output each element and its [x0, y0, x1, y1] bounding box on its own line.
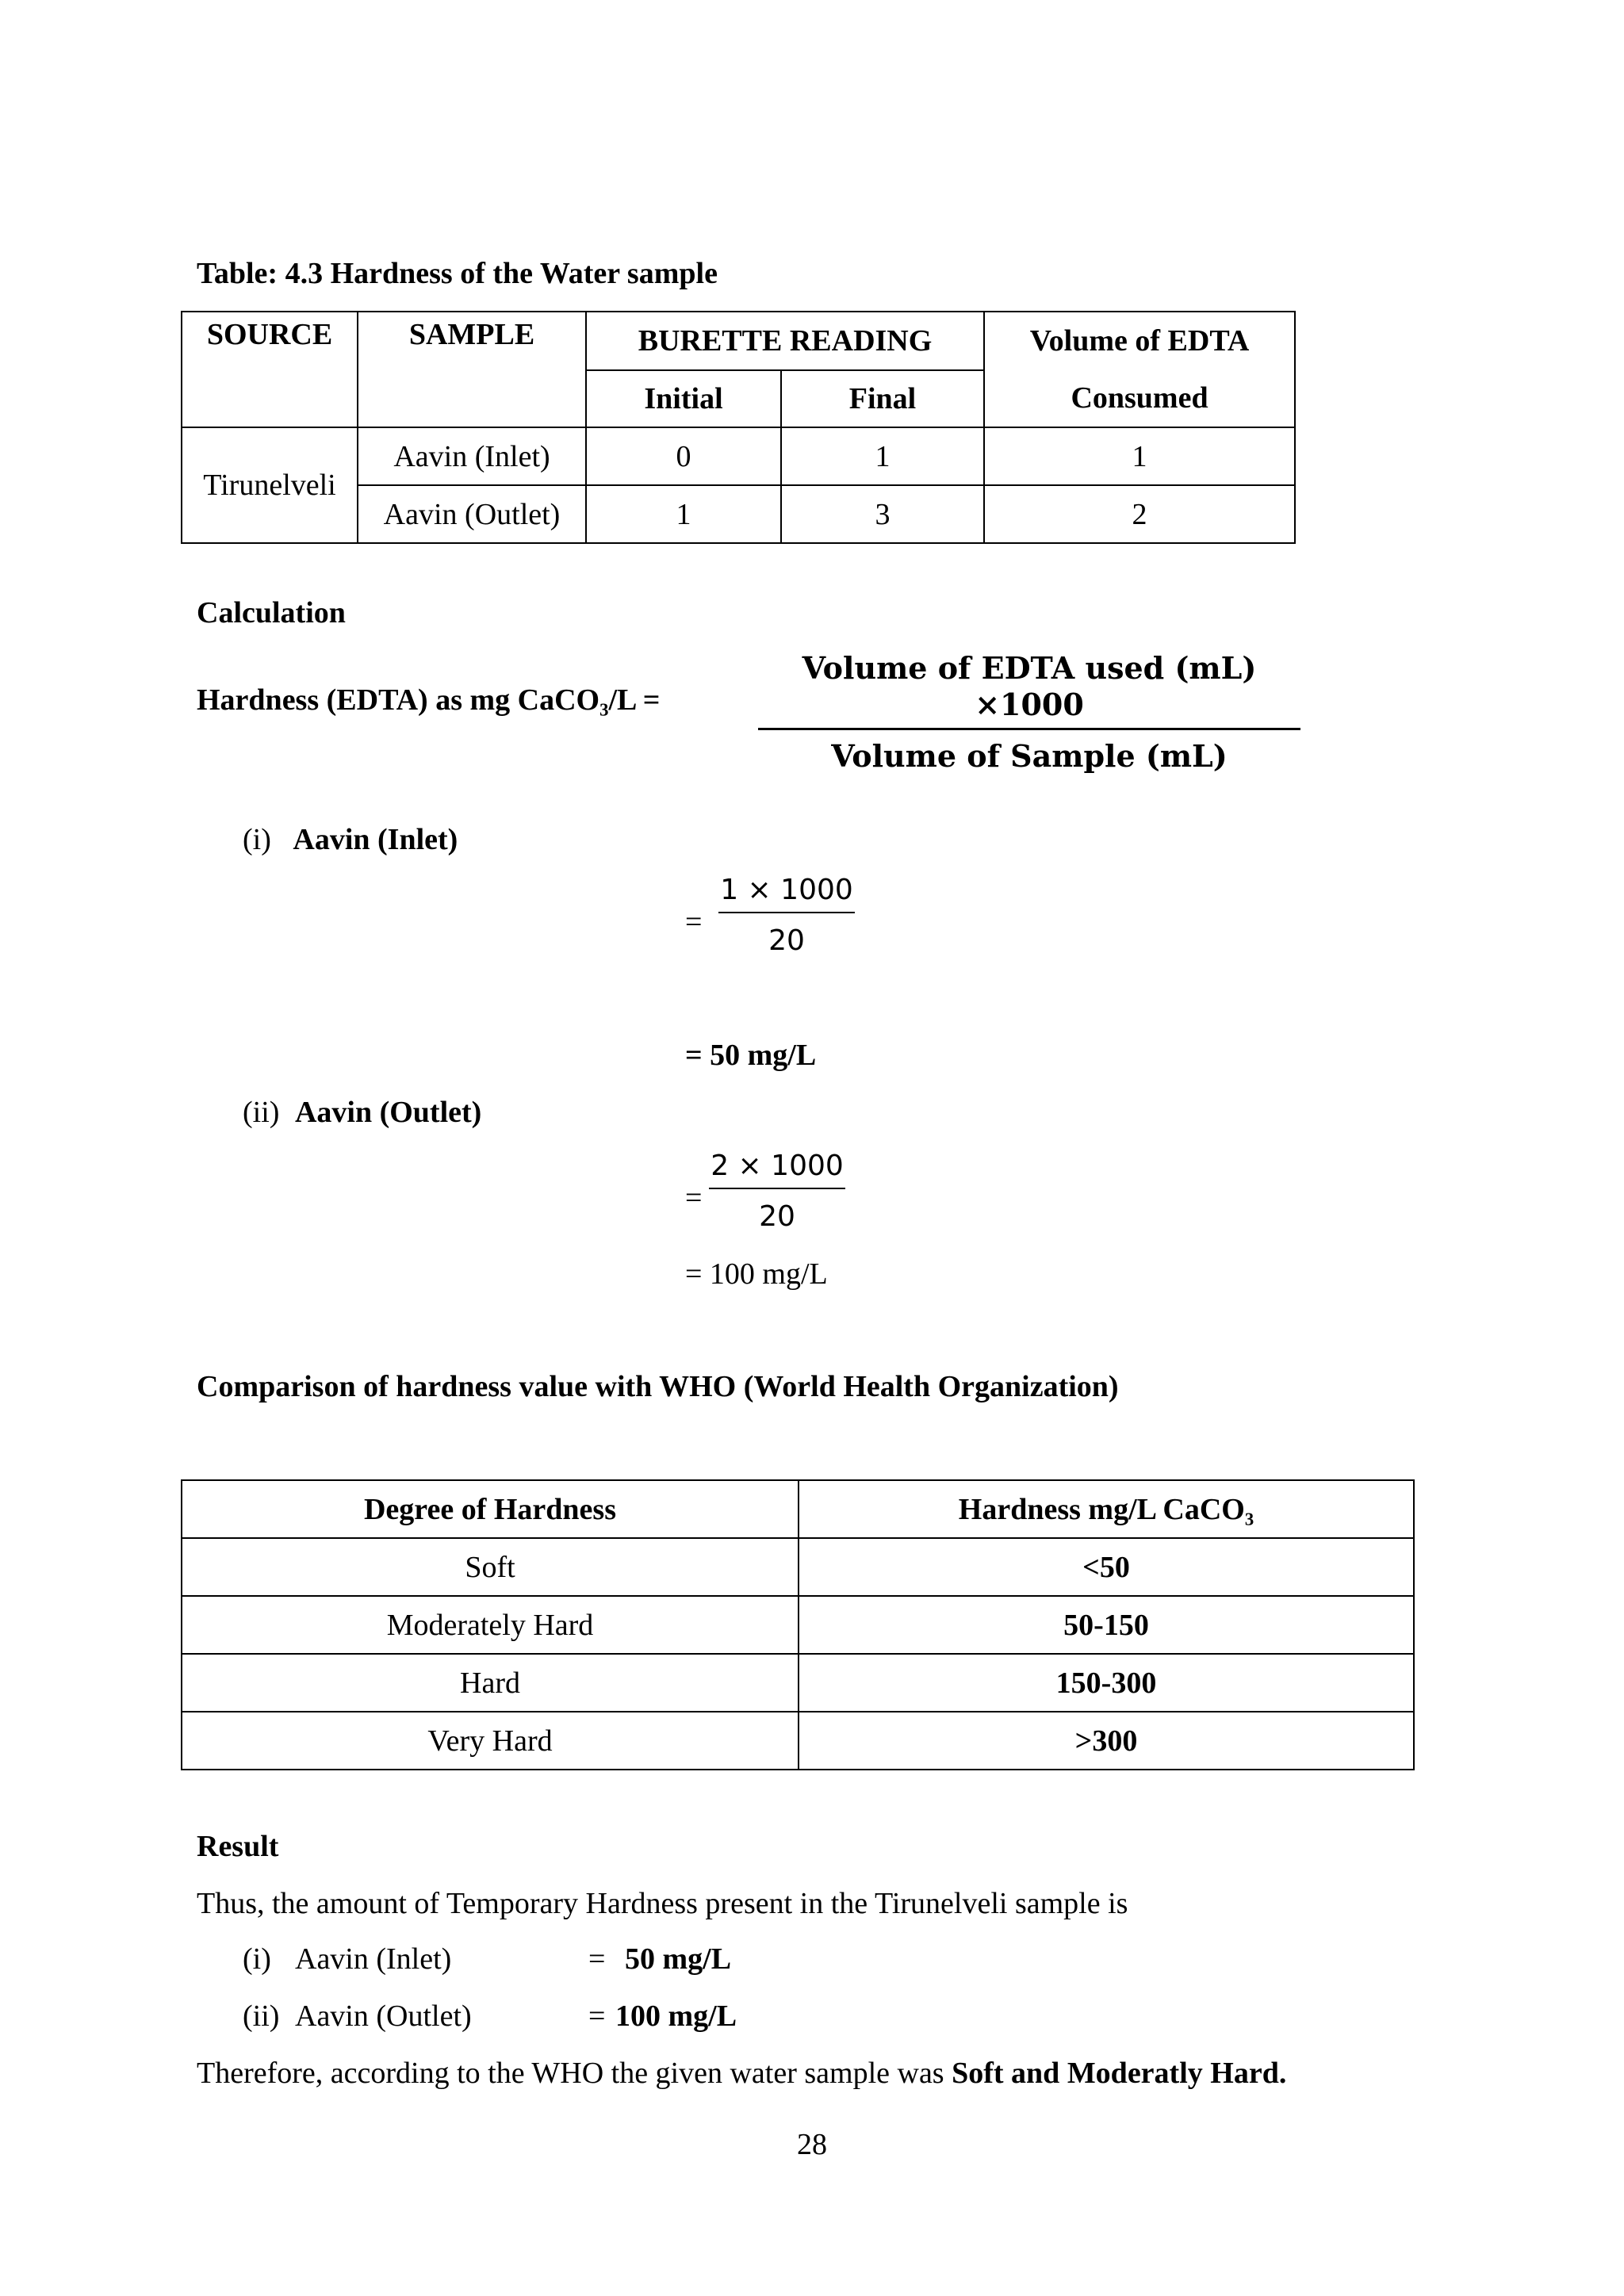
final-cell: 3	[781, 485, 984, 543]
volume-cell: 1	[984, 427, 1295, 485]
result-item-outlet	[243, 1998, 956, 2034]
result-item-inlet	[243, 1941, 956, 1977]
result-heading: Result	[197, 1830, 279, 1863]
value-cell: >300	[799, 1712, 1414, 1770]
outlet-denominator: 20	[759, 1200, 795, 1233]
result-conclusion	[197, 2055, 1286, 2091]
result-equals: =	[588, 1942, 606, 1976]
result-index: (ii)	[243, 1999, 280, 2033]
table-row	[182, 1596, 1414, 1654]
table-row	[182, 1712, 1414, 1770]
comparison-heading: Comparison of hardness value with WHO (World Health Organization)	[197, 1370, 1119, 1403]
formula-numerator: Volume of EDTA used (mL) ×1000	[802, 650, 1257, 722]
result-label: Aavin (Inlet)	[295, 1942, 452, 1976]
header-volume-line1: Volume of EDTA	[1029, 324, 1250, 358]
value-cell: <50	[799, 1538, 1414, 1596]
outlet-fraction	[709, 1150, 845, 1234]
sample-cell: Aavin (Outlet)	[358, 485, 586, 543]
degree-cell: Very Hard	[182, 1712, 799, 1770]
result-index: (i)	[243, 1942, 271, 1976]
initial-cell: 1	[586, 485, 781, 543]
fraction-bar	[709, 1188, 845, 1189]
inlet-fraction	[718, 874, 855, 958]
calc-label: Aavin (Outlet)	[294, 1096, 482, 1129]
value-cell: 50-150	[799, 1596, 1414, 1654]
hardness-table	[181, 311, 1296, 544]
conclusion-text: Therefore, according to the WHO the given water sample was	[197, 2057, 952, 2090]
header-volume-line2: Consumed	[1071, 381, 1208, 415]
initial-cell: 0	[586, 427, 781, 485]
header-source: SOURCE	[182, 312, 358, 427]
degree-cell: Soft	[182, 1538, 799, 1596]
formula-label: Hardness (EDTA) as mg CaCO₃/L =	[197, 683, 661, 717]
header-sample: SAMPLE	[358, 312, 586, 427]
calculation-heading: Calculation	[197, 596, 346, 629]
header-initial: Initial	[586, 370, 781, 427]
who-comparison-table	[181, 1479, 1415, 1770]
outlet-numerator: 2 × 1000	[710, 1150, 844, 1182]
source-cell: Tirunelveli	[182, 427, 358, 543]
result-equals: =	[588, 1999, 606, 2033]
degree-cell: Hard	[182, 1654, 799, 1712]
outlet-result-text: = 100 mg/L	[685, 1257, 828, 1291]
fraction-bar	[718, 912, 855, 913]
conclusion-bold: Soft and Moderatly Hard.	[952, 2057, 1287, 2090]
volume-cell: 2	[984, 485, 1295, 543]
formula-denominator: Volume of Sample (mL)	[831, 738, 1228, 774]
calc-equals: =	[685, 1181, 703, 1215]
table-row	[182, 1538, 1414, 1596]
table-row	[182, 1654, 1414, 1712]
result-intro: Thus, the amount of Temporary Hardness present in the Tirunelveli sample is	[197, 1887, 1128, 1920]
calc-index: (i)	[243, 823, 271, 856]
inlet-result: = 50 mg/L	[685, 1039, 817, 1072]
header-degree: Degree of Hardness	[182, 1480, 799, 1538]
fraction-bar	[758, 728, 1300, 730]
inlet-numerator: 1 × 1000	[720, 874, 853, 906]
result-value: 50 mg/L	[625, 1942, 732, 1976]
calc-item-inlet	[243, 821, 458, 858]
header-hardness: Hardness mg/L CaCO₃	[799, 1480, 1414, 1538]
page-number: 28	[797, 2128, 827, 2161]
degree-cell: Moderately Hard	[182, 1596, 799, 1654]
table-row	[182, 427, 1295, 485]
calc-label: Aavin (Inlet)	[293, 823, 458, 856]
result-value: 100 mg/L	[615, 1999, 737, 2033]
calc-equals: =	[685, 905, 703, 939]
calc-item-outlet	[243, 1094, 481, 1131]
table-caption: Table: 4.3 Hardness of the Water sample	[197, 257, 718, 290]
header-final: Final	[781, 370, 984, 427]
header-burette-reading: BURETTE READING	[586, 312, 984, 370]
inlet-denominator: 20	[768, 924, 805, 957]
result-label: Aavin (Outlet)	[295, 1999, 472, 2033]
header-volume-edta	[984, 312, 1295, 427]
outlet-result	[685, 1256, 828, 1292]
final-cell: 1	[781, 427, 984, 485]
value-cell: 150-300	[799, 1654, 1414, 1712]
sample-cell: Aavin (Inlet)	[358, 427, 586, 485]
calc-index: (ii)	[243, 1096, 280, 1129]
formula-fraction	[758, 650, 1300, 775]
